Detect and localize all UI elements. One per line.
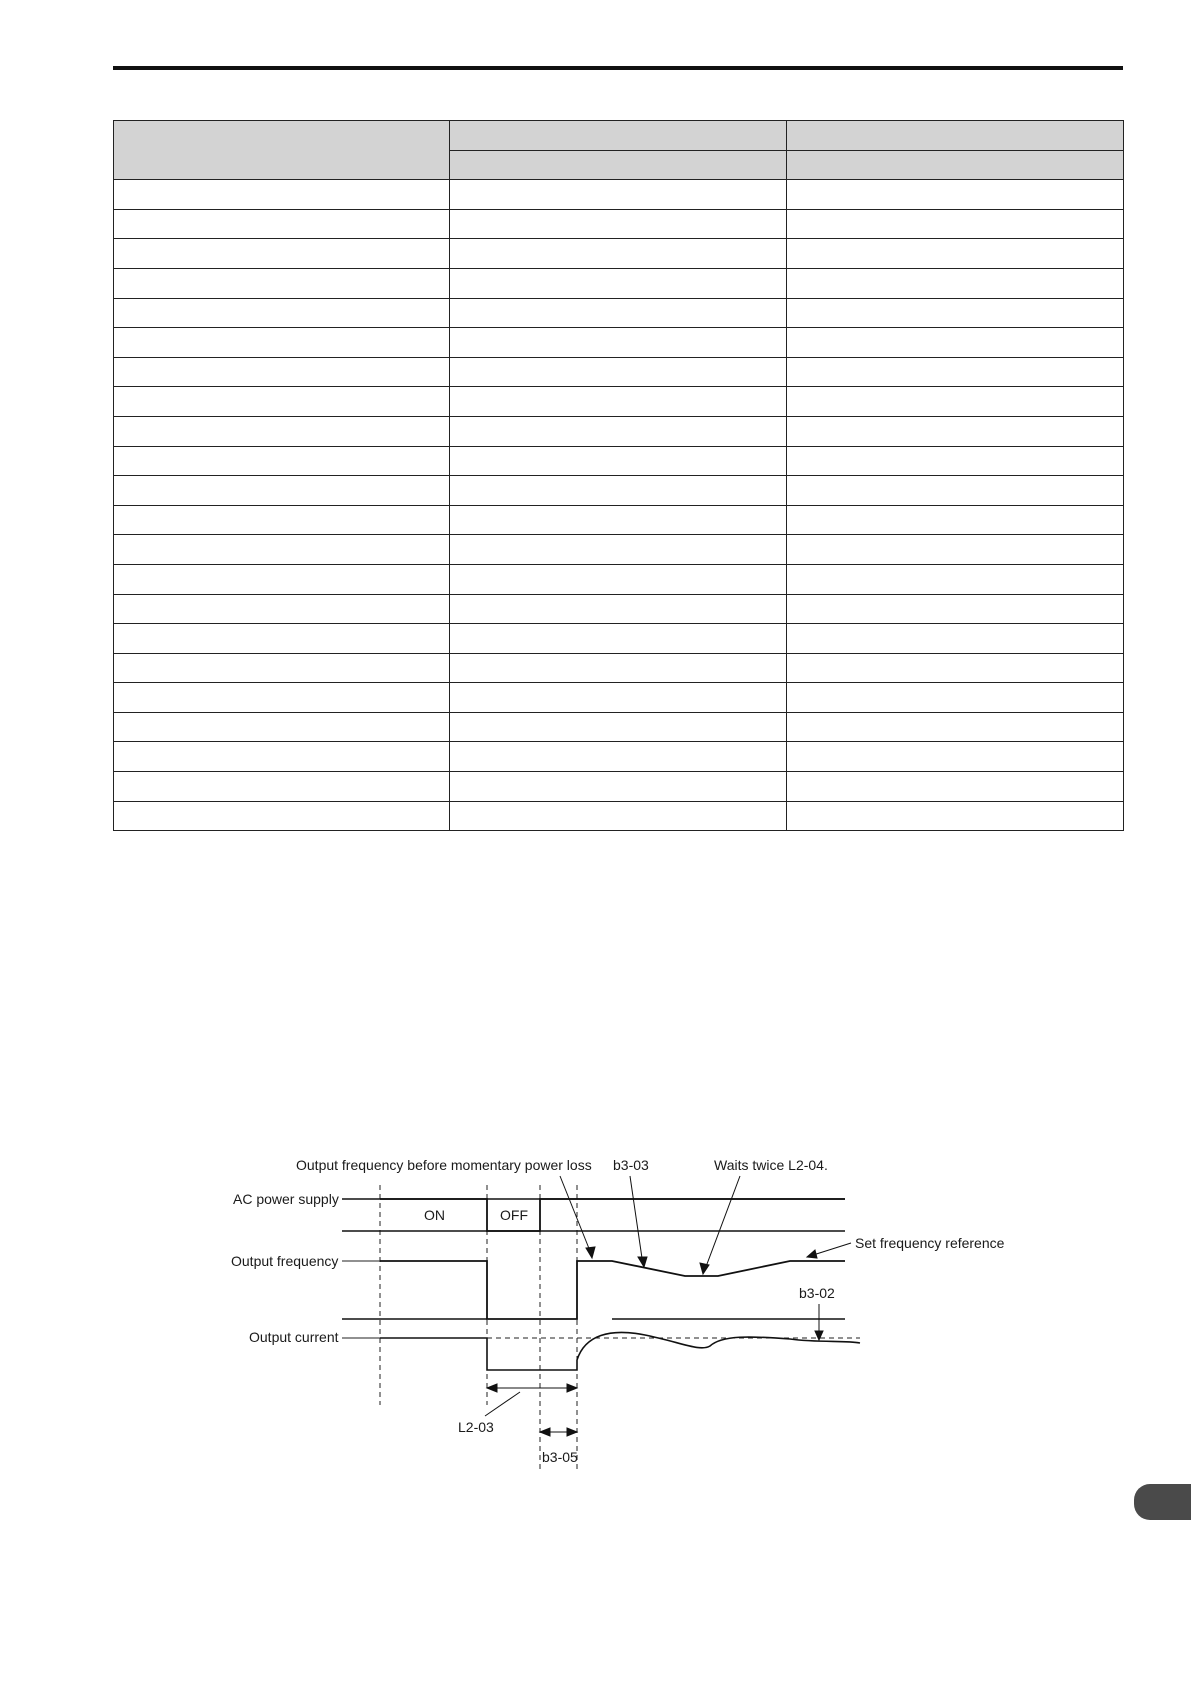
table-row: [114, 328, 1124, 358]
table-row: [114, 209, 1124, 239]
table-row: [114, 298, 1124, 328]
table-cell: [450, 298, 787, 328]
table-cell: [787, 180, 1124, 210]
label-ac-power-supply: AC power supply: [233, 1191, 339, 1207]
table-cell: [450, 209, 787, 239]
table-row: [114, 239, 1124, 269]
table-cell: [450, 801, 787, 831]
table-cell: [114, 653, 450, 683]
table-cell: [114, 505, 450, 535]
table-cell: [114, 209, 450, 239]
table-cell: [787, 801, 1124, 831]
label-waits-twice: Waits twice L2-04.: [714, 1157, 828, 1173]
table-row: [114, 387, 1124, 417]
label-b3-03: b3-03: [613, 1157, 649, 1173]
table-cell: [114, 564, 450, 594]
table-header-row: [114, 121, 1124, 151]
label-freq-before-loss: Output frequency before momentary power loss: [296, 1157, 592, 1173]
table-cell: [787, 712, 1124, 742]
table-row: [114, 653, 1124, 683]
guide-lines: [342, 1199, 380, 1338]
page-tab: [1134, 1484, 1191, 1520]
table-cell: [114, 328, 450, 358]
table-row: [114, 416, 1124, 446]
table-row: [114, 712, 1124, 742]
table-cell: [787, 209, 1124, 239]
table-cell: [450, 180, 787, 210]
table-cell: [450, 564, 787, 594]
table-cell: [450, 653, 787, 683]
table-cell: [114, 801, 450, 831]
table-cell: [787, 594, 1124, 624]
table-cell: [450, 624, 787, 654]
table-header-cell: [787, 121, 1124, 151]
table-cell: [450, 772, 787, 802]
table-cell: [450, 712, 787, 742]
label-l2-03: L2-03: [458, 1419, 494, 1435]
table-cell: [114, 446, 450, 476]
table-cell: [114, 772, 450, 802]
table-row: [114, 357, 1124, 387]
table-row: [114, 476, 1124, 506]
label-set-freq-ref: Set frequency reference: [855, 1235, 1005, 1251]
table-row: [114, 683, 1124, 713]
table-cell: [114, 298, 450, 328]
table-header-cell: [114, 121, 450, 180]
table-cell: [114, 357, 450, 387]
table-cell: [787, 772, 1124, 802]
table-row: [114, 624, 1124, 654]
table-cell: [450, 239, 787, 269]
table-cell: [114, 180, 450, 210]
table-row: [114, 446, 1124, 476]
dashed-markers: [380, 1185, 860, 1470]
table-cell: [450, 387, 787, 417]
label-on: ON: [424, 1207, 445, 1223]
label-output-frequency: Output frequency: [231, 1253, 339, 1269]
table-cell: [787, 653, 1124, 683]
table-row: [114, 594, 1124, 624]
top-rule: [113, 66, 1123, 70]
table-row: [114, 180, 1124, 210]
table-cell: [450, 328, 787, 358]
signal-lines: [342, 1199, 860, 1370]
table-header-cell: [787, 150, 1124, 180]
table-cell: [787, 268, 1124, 298]
table-cell: [450, 742, 787, 772]
table-cell: [114, 387, 450, 417]
table-row: [114, 772, 1124, 802]
table-row: [114, 505, 1124, 535]
table-header-cell: [450, 150, 787, 180]
table-cell: [450, 505, 787, 535]
table-cell: [787, 683, 1124, 713]
table-cell: [787, 505, 1124, 535]
table-cell: [787, 446, 1124, 476]
table-cell: [450, 683, 787, 713]
table-cell: [450, 357, 787, 387]
power-loss-timing-diagram: [0, 1140, 1191, 1480]
table-cell: [450, 416, 787, 446]
table-cell: [787, 328, 1124, 358]
table-cell: [450, 535, 787, 565]
table-cell: [787, 357, 1124, 387]
table-cell: [787, 624, 1124, 654]
table-row: [114, 564, 1124, 594]
table-row: [114, 535, 1124, 565]
table-row: [114, 268, 1124, 298]
table-row: [114, 801, 1124, 831]
table-cell: [114, 239, 450, 269]
table-cell: [114, 624, 450, 654]
table-cell: [787, 564, 1124, 594]
table-cell: [787, 298, 1124, 328]
table-cell: [787, 742, 1124, 772]
label-b3-05: b3-05: [542, 1449, 578, 1465]
table-cell: [114, 712, 450, 742]
label-b3-02: b3-02: [799, 1285, 835, 1301]
table-cell: [450, 446, 787, 476]
table-cell: [787, 387, 1124, 417]
label-output-current: Output current: [249, 1329, 339, 1345]
parameter-table: [113, 120, 1124, 831]
table-cell: [114, 683, 450, 713]
table-cell: [114, 268, 450, 298]
table-cell: [787, 476, 1124, 506]
table-cell: [114, 535, 450, 565]
table-header-cell: [450, 121, 787, 151]
table-cell: [114, 594, 450, 624]
label-off: OFF: [500, 1207, 528, 1223]
table-row: [114, 742, 1124, 772]
table-cell: [450, 594, 787, 624]
table-cell: [787, 239, 1124, 269]
table-cell: [787, 535, 1124, 565]
table-cell: [114, 476, 450, 506]
table-cell: [114, 416, 450, 446]
table-cell: [787, 416, 1124, 446]
table-cell: [450, 476, 787, 506]
table-cell: [450, 268, 787, 298]
table-cell: [114, 742, 450, 772]
